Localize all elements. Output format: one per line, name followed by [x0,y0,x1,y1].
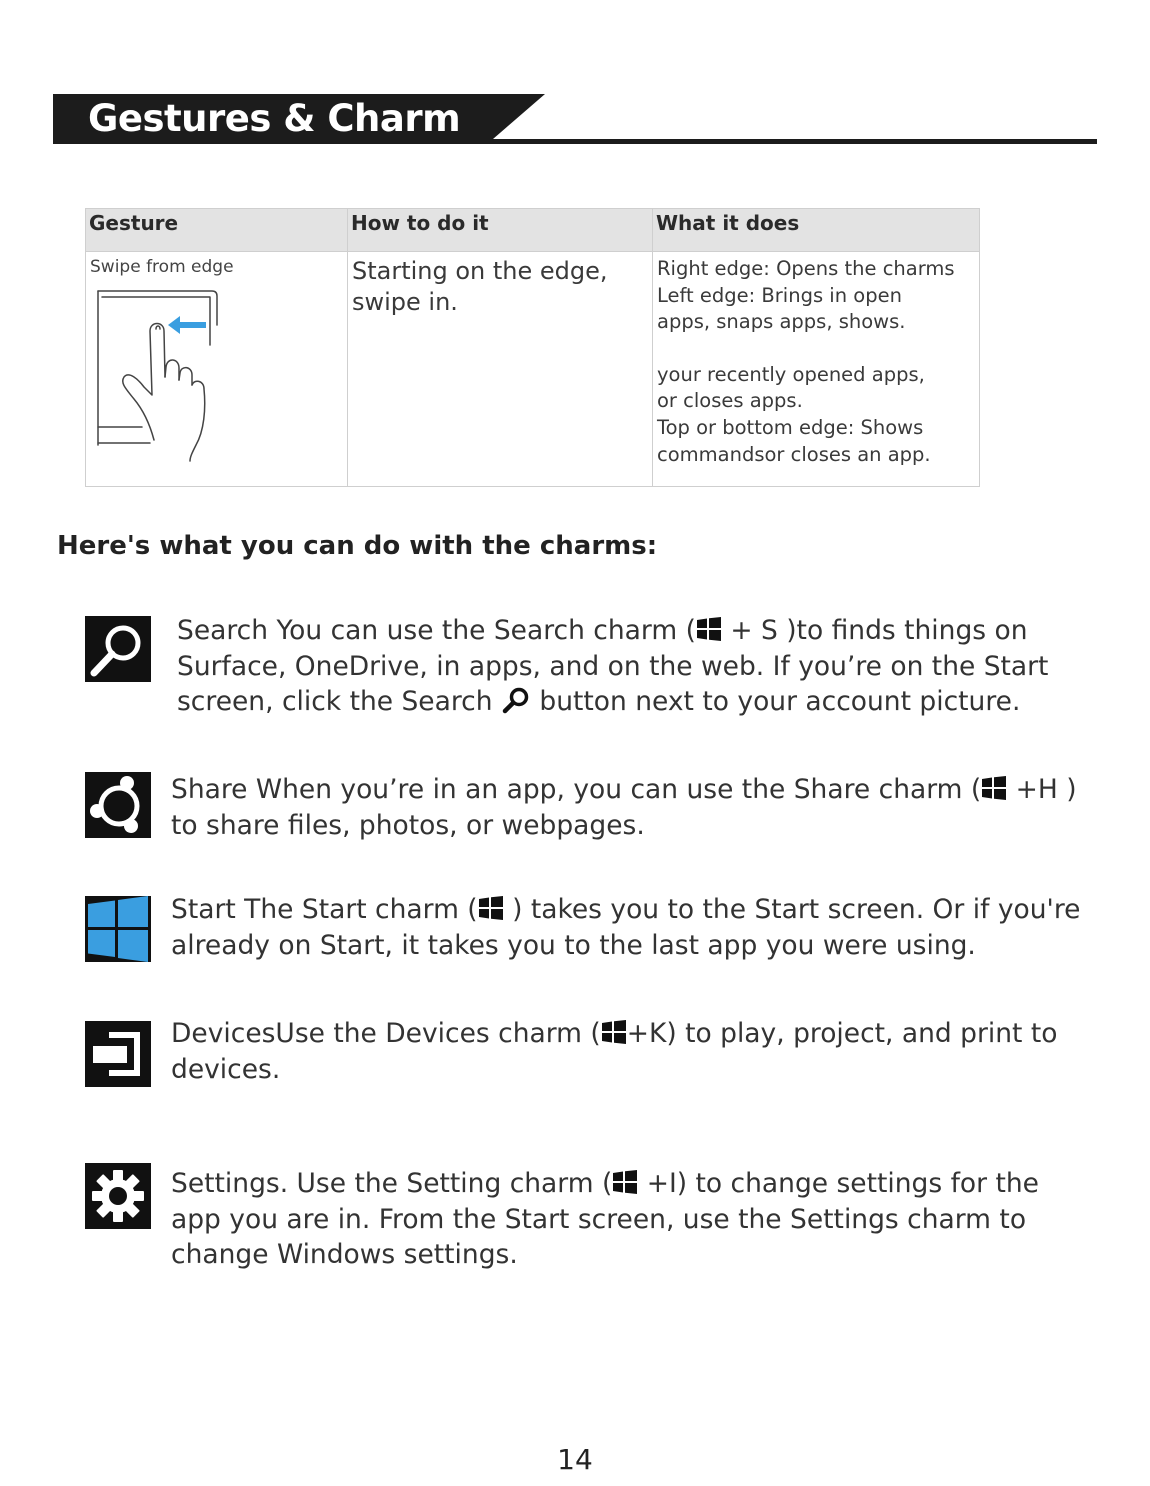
search-button-icon [501,686,531,714]
gesture-cell [86,252,348,487]
text-span: +I) to change settings for the [638,1168,1039,1199]
windows-key-icon [478,896,504,920]
text-span: Share When you’re in an app, you can use the Share charm ( [171,774,982,805]
text-span: button next to your account picture. [539,686,1021,717]
text-span: DevicesUse the Devices charm ( [171,1018,601,1049]
text-line: devices. [171,1053,281,1085]
what-line: your recently opened apps, [657,362,925,386]
paragraph-gap [657,336,975,362]
text-line: app you are in. From the Start screen, use the Settings charm to [171,1203,1027,1235]
what-line: or closes apps. [657,389,803,413]
what-cell [653,252,980,487]
windows-key-icon [612,1170,638,1194]
share-charm-icon [85,772,151,838]
text-span: ) takes you to the Start screen. Or if you're [503,894,1081,925]
table-header-row [86,209,980,252]
text-span: Start The Start charm ( [171,894,478,925]
search-charm-icon [85,616,151,682]
charms-heading: Here's what you can do with the charms: [57,531,658,561]
gesture-table [85,208,980,487]
swipe-gesture-illustration [92,285,232,463]
text-line: change Windows settings. [171,1239,518,1270]
text-span: +K) to play, project, and print to [626,1018,1058,1049]
what-line: Top or bottom edge: Shows [657,415,924,439]
what-line: Left edge: Brings in open [657,283,902,307]
text-line: already on Start, it takes you to the last app you were using. [171,929,976,961]
table-row [86,252,980,487]
text-line: Surface, OneDrive, in apps, and on the web. If you’re on the Start [177,650,1049,682]
windows-key-icon [981,776,1007,800]
gear-icon [85,1163,151,1229]
what-line: apps, snaps apps, shows. [657,310,906,334]
how-line: Starting on the edge, [352,257,608,285]
column-header-gesture: Gesture [86,209,348,252]
how-line: swipe in. [352,288,458,316]
search-charm-description [177,613,1048,720]
page-number: 14 [557,1443,593,1476]
what-line: Right edge: Opens the charms [657,257,955,280]
page-title: Gestures & Charm [88,97,461,140]
text-line: to share files, photos, or webpages. [171,809,645,841]
devices-charm-description [171,1016,1057,1087]
text-span: + S )to finds things on [721,615,1028,646]
text-span: screen, click the Search [177,686,493,717]
text-span: +H ) [1007,774,1077,805]
column-header-how: How to do it [348,209,653,252]
column-header-what: What it does [653,209,980,252]
devices-charm-icon [85,1021,151,1087]
section-header-banner [53,94,1097,144]
share-charm-description [171,772,1077,843]
gesture-name: Swipe from edge [90,257,234,277]
windows-start-icon [85,896,151,962]
windows-key-icon [696,617,722,641]
how-cell [348,252,653,487]
start-charm-description [171,892,1080,963]
settings-charm-description [171,1166,1039,1273]
text-span: Settings. Use the Setting charm ( [171,1168,613,1199]
windows-key-icon [601,1020,627,1044]
what-line: commandsor closes an app. [657,442,931,466]
text-span: Search You can use the Search charm ( [177,615,696,646]
